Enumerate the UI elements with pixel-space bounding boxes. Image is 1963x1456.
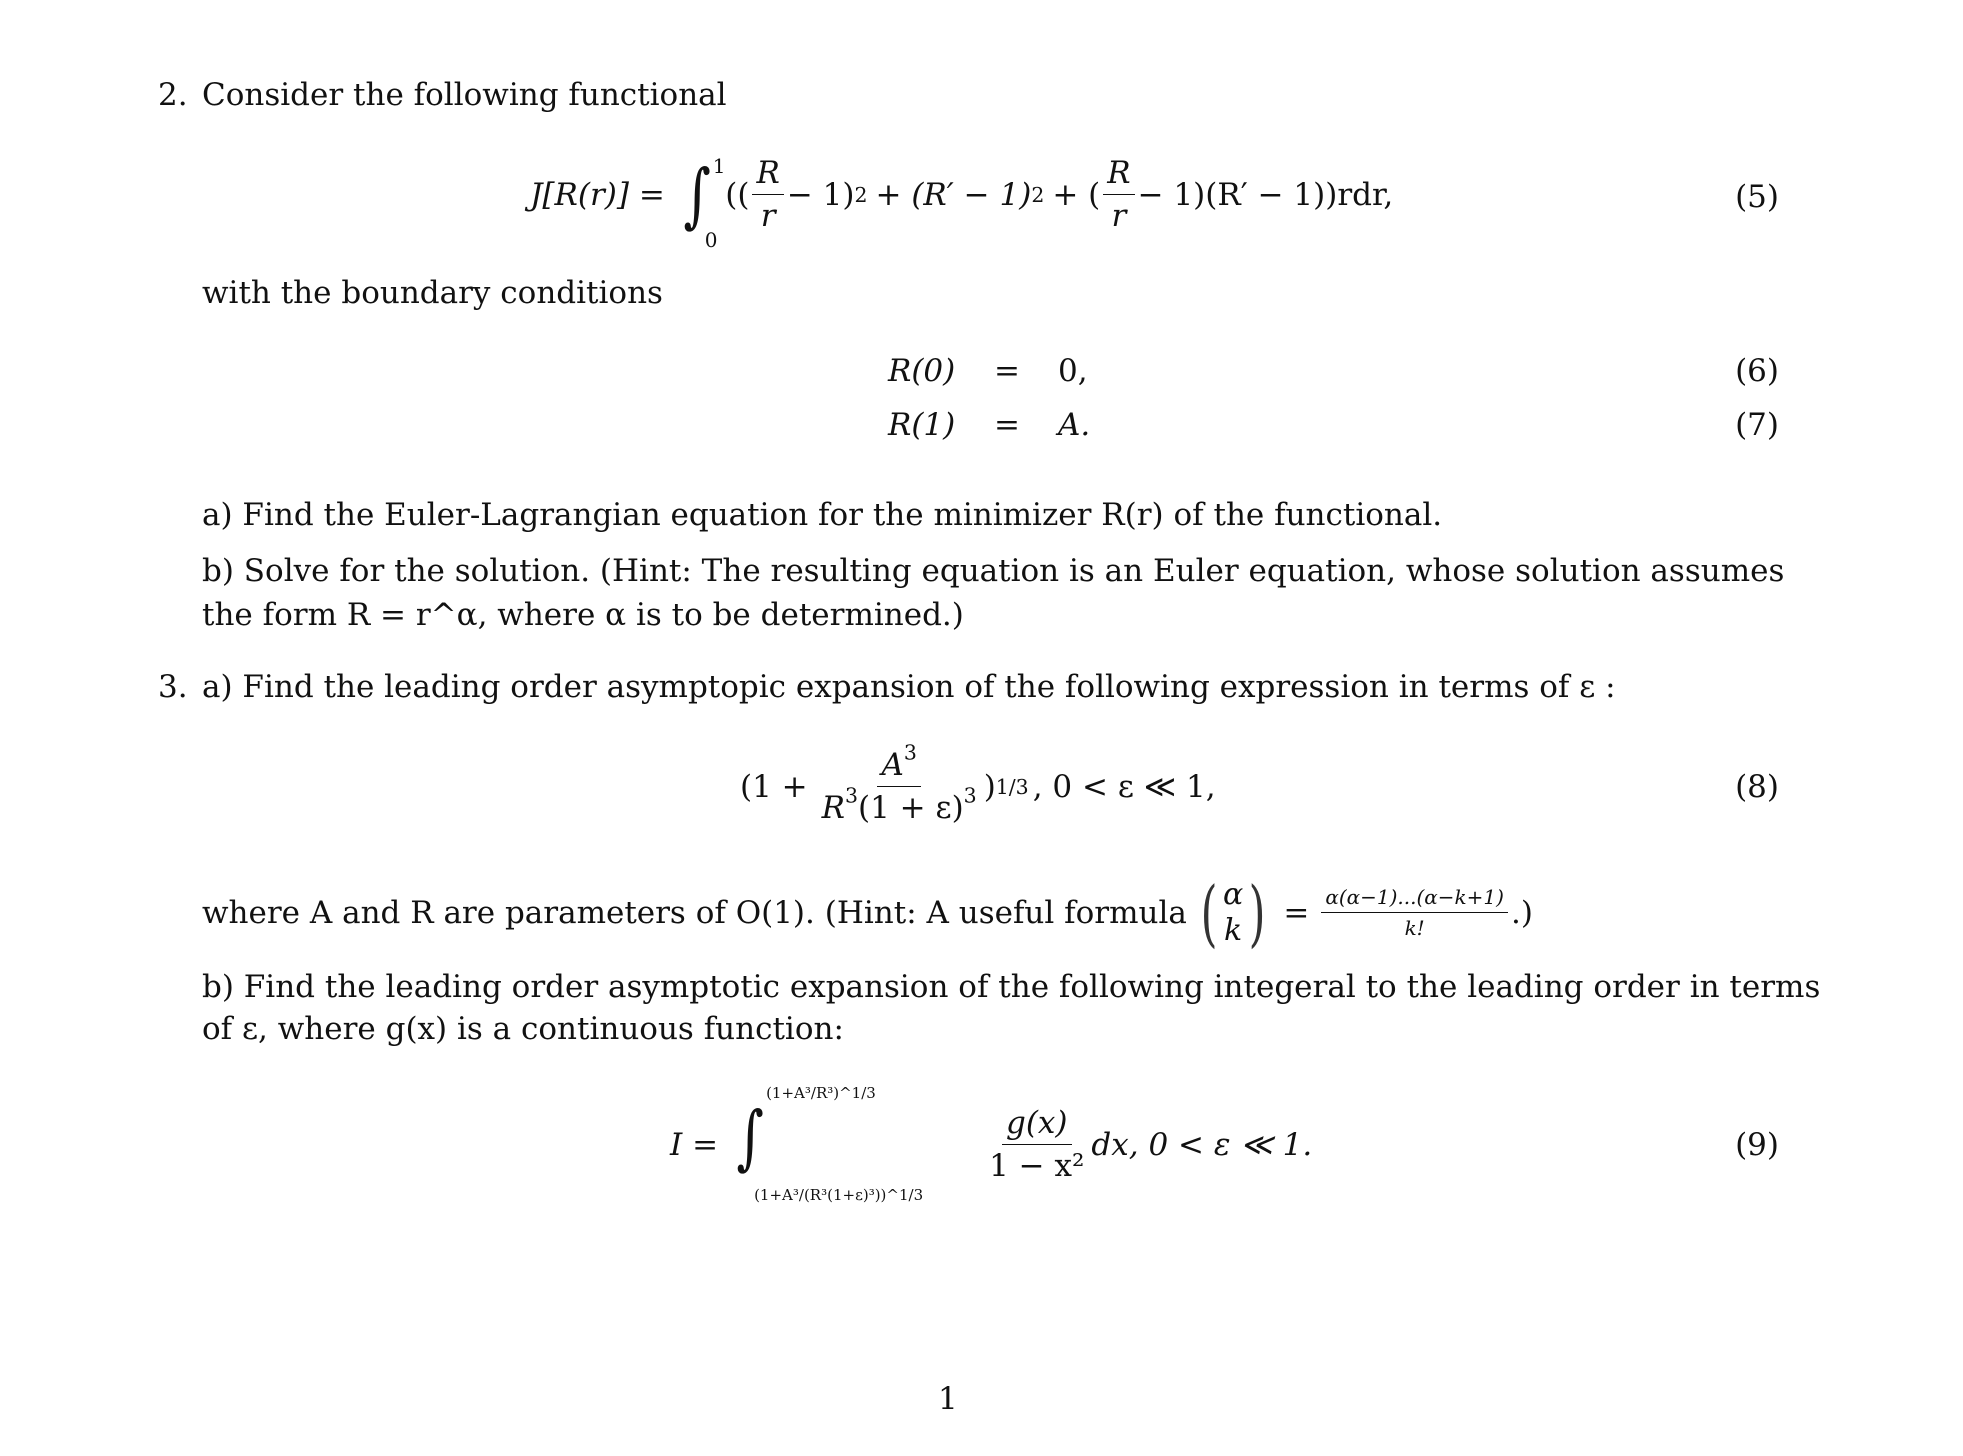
- equation-number-9: (9): [1735, 1127, 1779, 1163]
- page-number: 1: [938, 1381, 958, 1417]
- binomial: [1195, 871, 1271, 955]
- equation-number-7: (7): [1735, 407, 1779, 443]
- expr-den: [818, 783, 981, 826]
- bc-2-lhs: R(1): [888, 407, 956, 443]
- hint-line: [202, 870, 1533, 956]
- expr-den-r: R: [821, 790, 845, 826]
- problem-2-part-b-line-2: the form R = r^α, where α is to be determined.): [202, 597, 964, 633]
- integrand-den: 1 − x²: [989, 1148, 1085, 1184]
- expr-open: (1 +: [740, 768, 808, 805]
- equation-number-6: (6): [1735, 353, 1779, 389]
- frac-den: r: [760, 198, 776, 234]
- expr-condition: , 0 < ε ≪ 1,: [1032, 768, 1216, 805]
- expr-num-a: A: [881, 747, 904, 784]
- integral-equation-9: [670, 1080, 1312, 1210]
- integral-tail: dx, 0 < ε ≪ 1.: [1091, 1126, 1313, 1163]
- fraction-r-over-r-2: [1103, 157, 1134, 232]
- bc-1-eq: =: [994, 353, 1020, 389]
- bc-1-rhs: 0,: [1058, 353, 1088, 389]
- hint-equals: =: [1283, 894, 1310, 931]
- integral-upper-limit: (1+A³/R³)^1/3: [766, 1084, 876, 1102]
- expr-num: [877, 741, 920, 787]
- functional-part-5: − 1)(R′ − 1))rdr,: [1137, 176, 1394, 213]
- binom-bottom: k: [1224, 913, 1243, 948]
- problem-2-part-a: a) Find the Euler-Lagrangian equation for the minimizer R(r) of the functional.: [202, 497, 1443, 533]
- binom-right-paren: ): [1248, 871, 1266, 955]
- problem-2-label: 2.: [158, 77, 188, 113]
- binom-left-paren: (: [1200, 871, 1218, 955]
- integral-lower: 0: [704, 228, 718, 252]
- functional-equation: J[R(r)] = ∫ 1 0 (( $\frac{R}{r}$ − 1) 2 + (R′ − 1) 2 + ( $\frac{R}{r}$ − 1)(R′ − 1))rdr,: [530, 154, 1394, 252]
- functional-part-2: − 1): [786, 176, 855, 213]
- integral-sign: ∫ 1 0: [683, 154, 726, 252]
- hint-den: k!: [1404, 916, 1425, 940]
- integral-sign-9: ∫: [736, 1096, 765, 1178]
- frac-den-2: r: [1111, 198, 1127, 234]
- problem-3-part-b-line-2: of ε, where g(x) is a continuous function:: [202, 1011, 844, 1047]
- frac-num-2: R: [1103, 157, 1134, 195]
- integrand-num: g(x): [1002, 1107, 1072, 1145]
- hint-text: where A and R are parameters of O(1). (Hint: A useful formula: [202, 894, 1187, 931]
- problem-3-part-a: a) Find the leading order asymptopic expansion of the following expression in terms of ε :: [202, 669, 1616, 705]
- integral-upper: 1: [712, 154, 726, 178]
- expression-8: (1 + $\frac{A^3}{R^3(1 + \varepsilon)^3}$ ) 1/3 , 0 < ε ≪ 1,: [740, 741, 1216, 826]
- bc-2-rhs: A.: [1058, 407, 1091, 443]
- problem-2-part-b-line-1: b) Solve for the solution. (Hint: The resulting equation is an Euler equation, whose solution assumes: [202, 553, 1785, 589]
- bc-2-eq: =: [994, 407, 1020, 443]
- integral-lower-limit: (1+A³/(R³(1+ε)³))^1/3: [754, 1186, 924, 1204]
- integral-lhs: I =: [670, 1126, 719, 1163]
- binom-top: α: [1222, 877, 1244, 912]
- expr-den-sup-2: 3: [963, 783, 977, 808]
- problem-3-part-b-line-1: b) Find the leading order asymptotic expansion of the following integeral to the leading order in terms: [202, 969, 1821, 1005]
- integrand-fraction: [985, 1107, 1088, 1182]
- frac-num: R: [752, 157, 783, 195]
- functional-part-3: + (R′ − 1): [875, 176, 1032, 213]
- functional-lhs: J[R(r)] =: [530, 176, 665, 213]
- functional-part-1: ((: [725, 176, 750, 213]
- hint-num: α(α−1)...(α−k+1): [1321, 887, 1508, 913]
- problem-3-label: 3.: [158, 669, 188, 705]
- expr-close: ): [983, 768, 996, 805]
- problem-2-intro: Consider the following functional: [202, 77, 727, 113]
- equation-number-8: (8): [1735, 769, 1779, 805]
- binom-entries: [1222, 877, 1244, 948]
- integral-with-limits: [732, 1080, 982, 1210]
- functional-part-4: + (: [1052, 176, 1101, 213]
- boundary-intro: with the boundary conditions: [202, 275, 663, 311]
- equation-number-5: (5): [1735, 179, 1779, 215]
- expr-num-sup: 3: [903, 741, 917, 766]
- expr-den-sup: 3: [845, 783, 859, 808]
- expr-den-rest: (1 + ε): [858, 790, 964, 826]
- hint-fraction: [1321, 887, 1508, 939]
- bc-1-lhs: R(0): [888, 353, 956, 389]
- hint-close: .): [1510, 894, 1533, 931]
- fraction-r-over-r: [752, 157, 783, 232]
- expr-fraction: [818, 741, 981, 826]
